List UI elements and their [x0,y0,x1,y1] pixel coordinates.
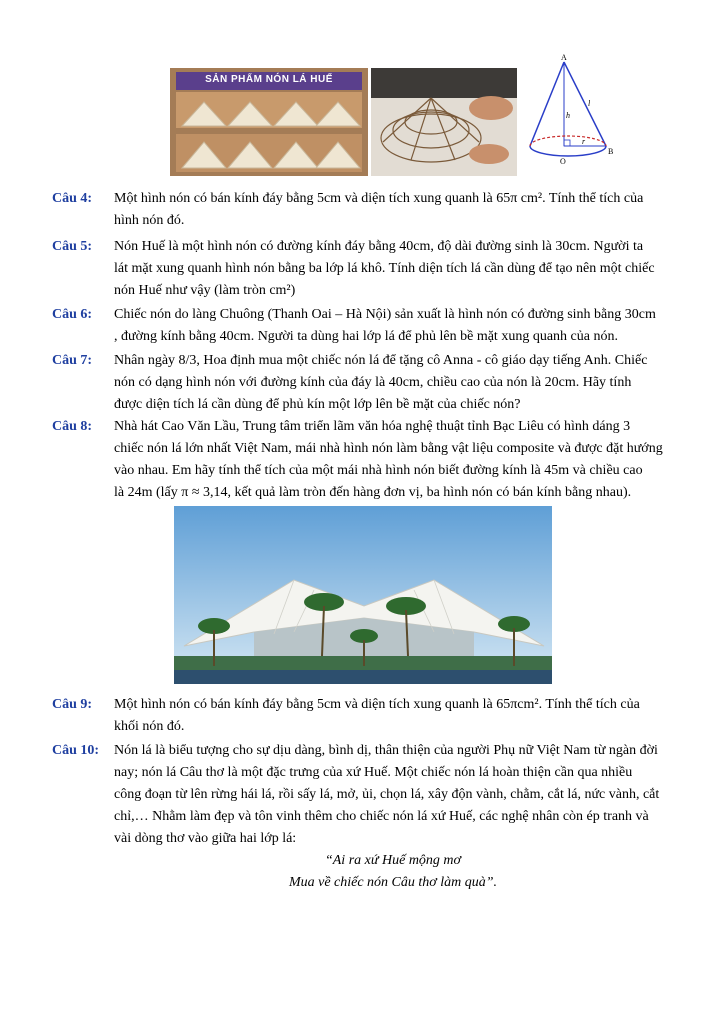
question-8-label: Câu 8: [52,419,93,434]
question-5-text: Nón Huế là một hình nón có đường kính đáy bằng 40cm, độ dài đường sinh là 30cm. Người ta lát mặt xung quanh hình nón bằng ba lớp lá khô. Tính diện tích lá cần dùng để tạo nên một chiếc nón Huế như vậy (làm tròn cm²) [114,239,655,298]
theatre-illustration [174,506,552,684]
question-7-label: Câu 7: [52,353,93,368]
question-10-label: Câu 10: [52,743,100,758]
question-10-text: Nón lá là biểu tượng cho sự dịu dàng, bình dị, thân thiện của người Phụ nữ Việt Nam từ ngàn đời nay; nón lá Câu thơ là một đặc trưng của xứ Huế. Một chiếc nón lá hoàn thiện cần qua nhiều công đoạn từ lên rừng hái lá, rồi sấy lá, mở, ủi, chọn lá, xây độn vành, chằm, cắt lá, nức vành, cắt chỉ,… Nhằm làm đẹp và tôn vinh thêm cho chiếc nón lá xứ Huế, các nghệ nhân còn ép tranh và vài dòng thơ vào giữa hai lớp lá: [114,743,660,846]
theatre-photo [174,506,552,684]
question-9-text: Một hình nón có bán kính đáy bằng 5cm và diện tích xung quanh là 65πcm². Tính thể tích của khối nón đó. [114,697,640,734]
cone-label-apex: A [561,53,567,62]
poem-line-2: Mua về chiếc nón Câu thơ làm quà”. [288,875,498,890]
question-8-text: Nhà hát Cao Văn Lầu, Trung tâm triển lãm văn hóa nghệ thuật tỉnh Bạc Liêu có hình dáng 3 chiếc nón lá lớn nhất Việt Nam, mái nhà hình nón làm bằng vật liệu composite và được đặt hướng vào nhau. Em hãy tính thể tích của một mái nhà hình nón biết đường kính là 45m và chiều cao là 24m (lấy π ≈ 3,14, kết quả làm tròn đến hàng đơn vị, ba hình nón có bán kính bằng nhau). [114,419,663,500]
question-4-text: Một hình nón có bán kính đáy bằng 5cm và diện tích xung quanh là 65π cm². Tính thể tích của hình nón đó. [114,191,644,228]
cone-label-slant: l [588,99,591,108]
hat-frame-illustration [371,68,517,176]
question-7-text: Nhân ngày 8/3, Hoa định mua một chiếc nón lá để tặng cô Anna - cô giáo dạy tiếng Anh. Chiếc nón có dạng hình nón với đường kính của đáy là 40cm, chiều cao của nón là 20cm. Hãy tính được diện tích lá cần dùng để phủ kín một lớp lên bề mặt của chiếc nón? [114,353,648,412]
question-9-label: Câu 9: [52,697,93,712]
question-4-label: Câu 4: [52,191,93,206]
poem [114,850,672,894]
question-6-label: Câu 6: [52,307,93,322]
cone-label-base-center: O [560,157,566,166]
cone-label-base-point: B [608,147,614,156]
cone-diagram [522,50,618,168]
hat-frame-photo [371,68,517,176]
question-6-text: Chiếc nón do làng Chuông (Thanh Oai – Hà Nội) sản xuất là hình nón có đường sinh bằng 30cm , đường kính bằng 40cm. Người ta dùng hai lớp lá để phủ lên bề mặt xung quanh của nón. [114,307,656,344]
cone-label-radius: r [582,137,586,146]
question-5-label: Câu 5: [52,239,93,254]
hat-display-banner: SẢN PHẨM NÓN LÁ HUẾ [205,74,333,85]
cone-label-height: h [566,111,570,120]
hat-display-photo [170,68,368,176]
conical-hats-illustration [170,68,368,176]
poem-line-1: “Ai ra xứ Huế mộng mơ [324,853,462,868]
